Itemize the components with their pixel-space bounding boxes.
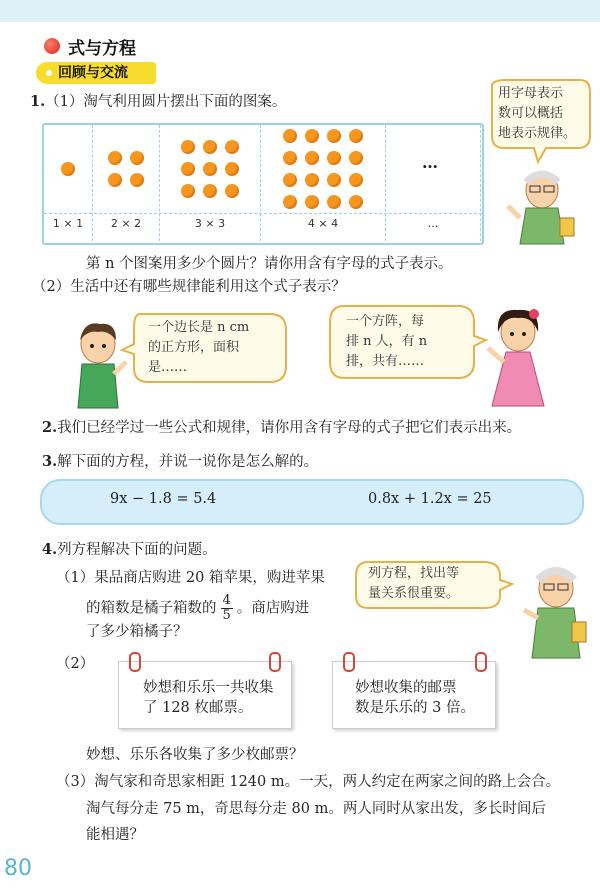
girl-bubble-line-1: 一个方阵，每: [346, 314, 425, 329]
q4-part1-text1: 果品商店购进 20 箱苹果，购进苹果: [94, 570, 325, 586]
orange-disc: [349, 129, 363, 143]
q4-part1-text2b: 。商店购进: [236, 600, 310, 617]
fraction-denominator: 5: [222, 608, 231, 623]
review-badge: [36, 62, 156, 84]
q4-line: [42, 540, 217, 560]
orange-disc: [108, 173, 122, 187]
card-1-line-2: 了 128 枚邮票。: [143, 700, 253, 716]
q4-part1-text2a: 的箱数是橘子箱数的: [86, 600, 217, 617]
card-2-text: [355, 678, 475, 718]
orange-disc: [203, 184, 217, 198]
q1-question-n: 第 n 个图案用多少个圆片？请你用含有字母的式子表示。: [86, 256, 453, 272]
pattern-label-5: …: [427, 217, 439, 230]
q4-part2-label: （2）: [56, 656, 95, 672]
paperclip-icon: [269, 652, 281, 672]
q1-number: 1.: [30, 93, 46, 110]
orange-disc: [349, 195, 363, 209]
orange-disc: [130, 173, 144, 187]
q1-line: [30, 92, 286, 112]
orange-disc: [181, 162, 195, 176]
paperclip-icon: [475, 652, 487, 672]
orange-disc: [305, 195, 319, 209]
boy-bubble-text: [148, 318, 249, 378]
q4-part3-line2: 淘气每分走 75 m，奇思每分走 80 m。两人同时从家出发，多长时间后: [86, 801, 546, 817]
teacher-figure-bottom: [516, 558, 596, 662]
orange-disc: [283, 129, 297, 143]
q4-part3-line3: 能相遇？: [86, 827, 144, 843]
pattern-label-1: 1 × 1: [52, 217, 84, 230]
girl-bubble-text: [346, 312, 427, 372]
orange-disc: [349, 151, 363, 165]
pattern-ellipsis: …: [422, 153, 438, 172]
teacher-bubble-top-text: [498, 84, 576, 144]
girl-figure: [482, 302, 552, 412]
pattern-label-3: 3 × 3: [194, 217, 226, 230]
q1-part2-line: [32, 277, 346, 297]
teacher-bubble-line-1: 用字母表示: [498, 86, 564, 101]
orange-disc: [203, 140, 217, 154]
fraction-4-5: [221, 594, 233, 623]
teacher-icon-2: [524, 569, 586, 658]
paperclip-icon: [343, 652, 355, 672]
orange-disc: [181, 184, 195, 198]
q1-part1-label: （1）: [45, 94, 84, 110]
paperclip-icon: [129, 652, 141, 672]
girl-icon: [488, 309, 544, 406]
caption-divider: [44, 213, 482, 214]
card-1-text: [143, 678, 274, 718]
orange-disc: [283, 173, 297, 187]
teacher-icon: [508, 172, 574, 244]
badge-dot-icon: [46, 70, 52, 76]
q1-part1-text: 淘气利用圆片摆出下面的图案。: [83, 94, 287, 110]
q4-part2-question: 妙想、乐乐各收集了多少枚邮票？: [86, 747, 304, 763]
section-bullet-icon: [44, 38, 60, 54]
review-badge-label: 回顾与交流: [58, 65, 128, 81]
q1-part2-label: （2）: [32, 279, 71, 295]
q3-line: [42, 452, 318, 472]
q4-part3-line1: [56, 772, 560, 792]
orange-disc: [61, 162, 75, 176]
teacher-bubble-line-3: 地表示规律。: [498, 126, 577, 141]
card-2: [332, 661, 496, 729]
pattern-label-2: 2 × 2: [110, 217, 142, 230]
q4-part1-line3: 了多少箱橘子？: [86, 624, 188, 640]
orange-disc: [349, 173, 363, 187]
orange-disc: [327, 129, 341, 143]
equation-1: 9x − 1.8 = 5.4: [110, 491, 217, 507]
top-band: [0, 0, 600, 22]
q4-part3-text1: 淘气家和奇思家相距 1240 m。一天，两人约定在两家之间的路上会合。: [94, 774, 561, 790]
orange-disc: [327, 151, 341, 165]
fraction-numerator: 4: [222, 593, 231, 608]
orange-disc: [225, 184, 239, 198]
q4-number: 4.: [42, 541, 58, 558]
q3-text: 解下面的方程，并说一说你是怎么解的。: [57, 454, 319, 470]
pattern-label-4: 4 × 4: [307, 217, 339, 230]
orange-disc: [327, 173, 341, 187]
equation-2: 0.8x + 1.2x = 25: [368, 491, 492, 507]
orange-disc: [203, 162, 217, 176]
q4-text: 列方程解决下面的问题。: [57, 542, 217, 558]
boy-bubble-line-3: 是……: [148, 360, 188, 375]
section-title: 式与方程: [68, 39, 136, 59]
card-2-line-2: 数是乐乐的 3 倍。: [355, 700, 475, 716]
boy-icon: [78, 323, 126, 408]
teacher-bubble-2-text: [368, 564, 459, 604]
orange-disc: [327, 195, 341, 209]
q4-part3-label: （3）: [56, 774, 95, 790]
orange-disc: [225, 140, 239, 154]
orange-disc: [181, 140, 195, 154]
teacher-bubble-line-2: 数可以概括: [498, 106, 564, 121]
pattern-grid: [42, 123, 484, 245]
q4-part1-line2: [86, 594, 309, 623]
orange-disc: [305, 151, 319, 165]
girl-bubble-line-2: 排 n 人，有 n: [346, 334, 428, 349]
boy-bubble-line-2: 的正方形，面积: [148, 340, 240, 355]
card-2-line-1: 妙想收集的邮票: [355, 680, 457, 696]
q2-line: [42, 418, 521, 438]
orange-disc: [283, 151, 297, 165]
card-1-line-1: 妙想和乐乐一共收集: [143, 680, 274, 696]
orange-disc: [108, 151, 122, 165]
orange-disc: [305, 173, 319, 187]
girl-bubble-line-3: 排，共有……: [346, 354, 425, 369]
teacher-bubble-2-line-1: 列方程，找出等: [368, 566, 460, 581]
orange-disc: [305, 129, 319, 143]
card-1: [118, 661, 292, 729]
q2-text: 我们已经学过一些公式和规律，请你用含有字母的式子把它们表示出来。: [57, 420, 522, 436]
q2-number: 2.: [42, 419, 58, 436]
q4-part1-line1: [56, 568, 325, 588]
q3-number: 3.: [42, 453, 58, 470]
teacher-bubble-2-line-2: 量关系很重要。: [368, 586, 460, 601]
q4-part1-label: （1）: [56, 570, 95, 586]
orange-disc: [225, 162, 239, 176]
orange-disc: [130, 151, 144, 165]
boy-bubble-line-1: 一个边长是 n cm: [148, 320, 250, 335]
orange-disc: [283, 195, 297, 209]
page-number: 80: [4, 856, 32, 881]
q1-part2-text: 生活中还有哪些规律能利用这个式子表示？: [70, 279, 346, 295]
